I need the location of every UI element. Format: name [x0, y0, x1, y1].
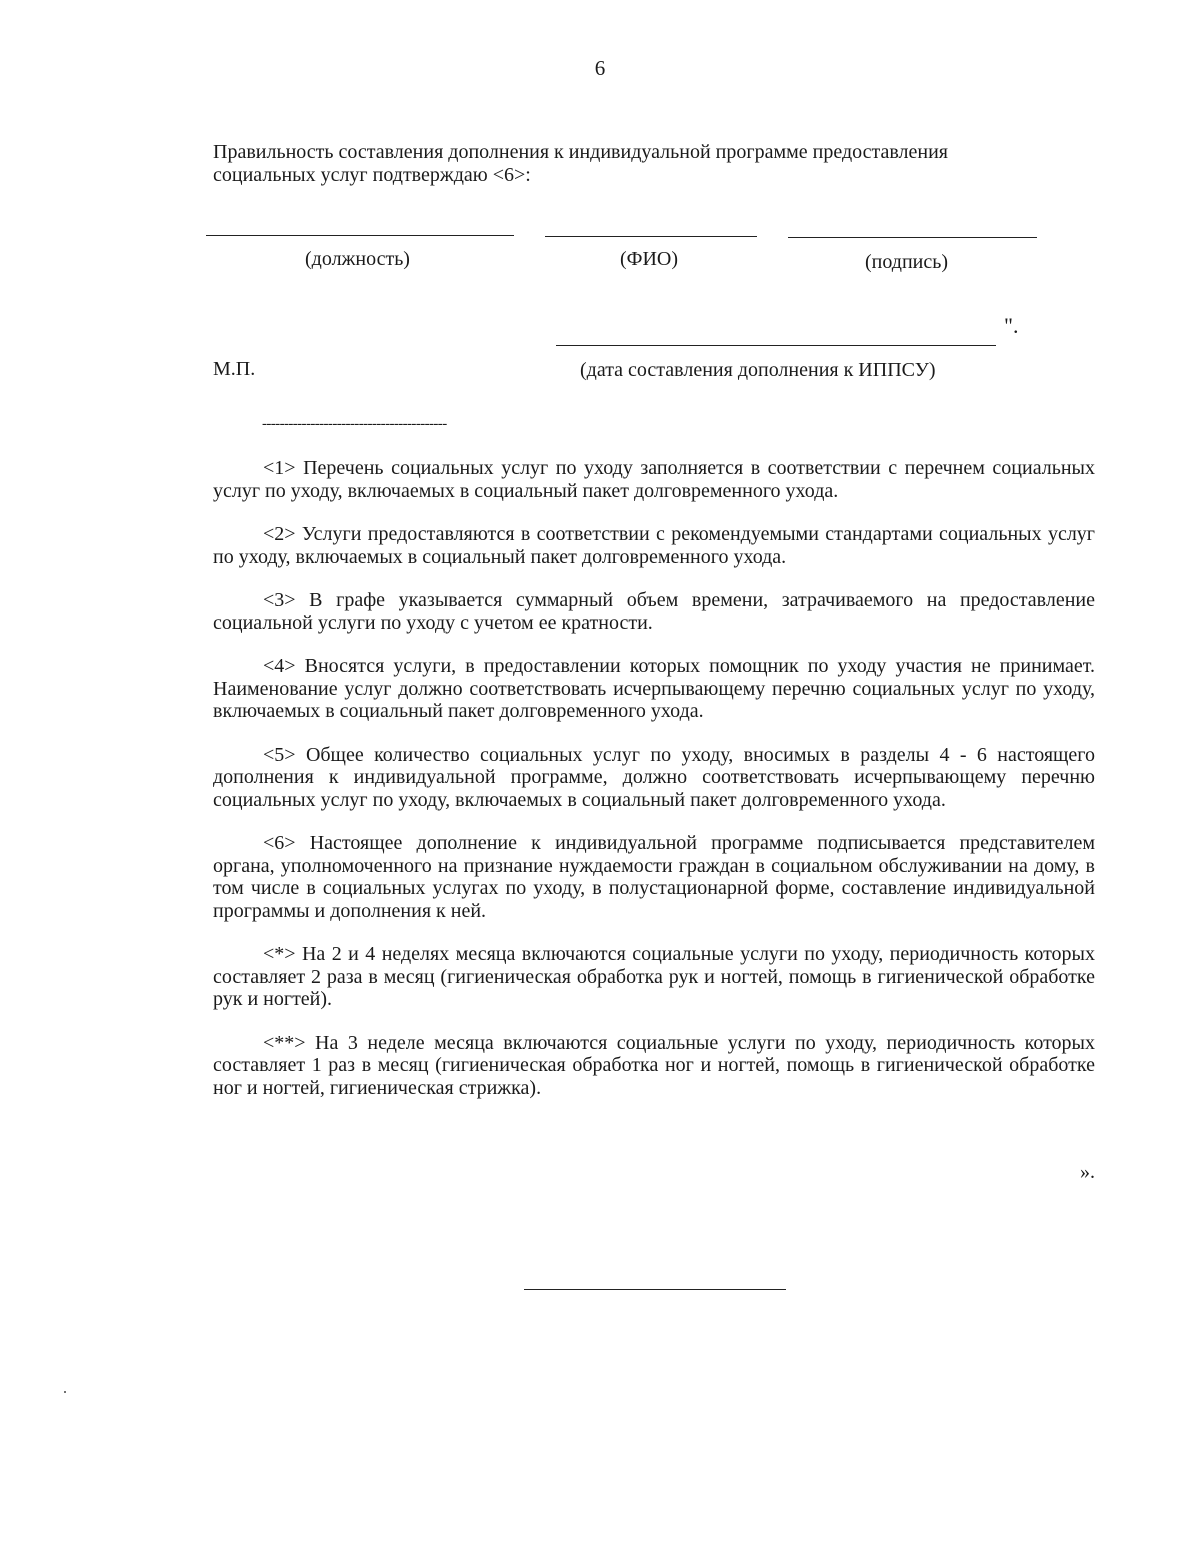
end-of-document-rule — [524, 1289, 786, 1290]
date-quote-mark: ". — [1004, 313, 1019, 338]
footnote-2: <2> Услуги предоставляются в соответствии с рекомендуемыми стандартами социальных услуг по уходу, включаемых в социальный пакет долговременного ухода. — [213, 523, 1095, 568]
footnote-divider: ------------------------------------------ — [262, 416, 447, 432]
position-caption: (должность) — [305, 248, 410, 270]
scan-speck — [64, 1391, 66, 1393]
name-caption: (ФИО) — [620, 248, 679, 270]
signature-line — [788, 237, 1037, 238]
date-line — [556, 345, 996, 346]
date-caption: (дата составления дополнения к ИППСУ) — [580, 359, 936, 381]
confirmation-statement: Правильность составления дополнения к индивидуальной программе предоставления социальных услуг подтверждаю <6>: — [213, 141, 949, 186]
footnote-1: <1> Перечень социальных услуг по уходу заполняется в соответствии с перечнем социальных услуг по уходу, включаемых в социальный пакет долговременного ухода. — [213, 457, 1095, 502]
footnote-star: <*> На 2 и 4 неделях месяца включаются социальные услуги по уходу, периодичность которых составляет 2 раза в месяц (гигиеническая обработка рук и ногтей, помощь в гигиенической обработке рук и ногтей). — [213, 943, 1095, 1010]
stamp-label: М.П. — [213, 358, 256, 380]
footnote-6: <6> Настоящее дополнение к индивидуальной программе подписывается представителем органа, уполномоченного на признание нуждаемости граждан в социальном обслуживании на дому, в том числе в социальных услугах по уходу, в полустационарной форме, составление индивидуальной программы и дополнения к ней. — [213, 832, 1095, 922]
footnote-5: <5> Общее количество социальных услуг по уходу, вносимых в разделы 4 - 6 настоящего дополнения к индивидуальной программе, должно соответствовать исчерпывающему перечню социальных услуг по уходу, включаемых в социальный пакет долговременного ухода. — [213, 743, 1095, 811]
closing-quote-mark: ». — [1080, 1161, 1095, 1183]
signature-caption: (подпись) — [865, 251, 949, 273]
footnotes-list — [213, 457, 1095, 1120]
name-signature-line — [545, 236, 757, 237]
footnote-double-star: <**> На 3 неделе месяца включаются социальные услуги по уходу, периодичность которых составляет 1 раз в месяц (гигиеническая обработка ног и ногтей, помощь в гигиенической обработке ног и ногтей, гигиеническая стрижка). — [213, 1031, 1095, 1099]
footnote-3: <3> В графе указывается суммарный объем времени, затрачиваемого на предоставление социальной услуги по уходу с учетом ее кратности. — [213, 589, 1095, 634]
position-signature-line — [206, 235, 514, 236]
footnote-4: <4> Вносятся услуги, в предоставлении которых помощник по уходу участия не принимает. Наименование услуг должно соответствовать исчерпывающему перечню социальных услуг по уходу, включаемых в социальный пакет долговременного ухода. — [213, 655, 1095, 722]
page-number: 6 — [594, 56, 606, 80]
